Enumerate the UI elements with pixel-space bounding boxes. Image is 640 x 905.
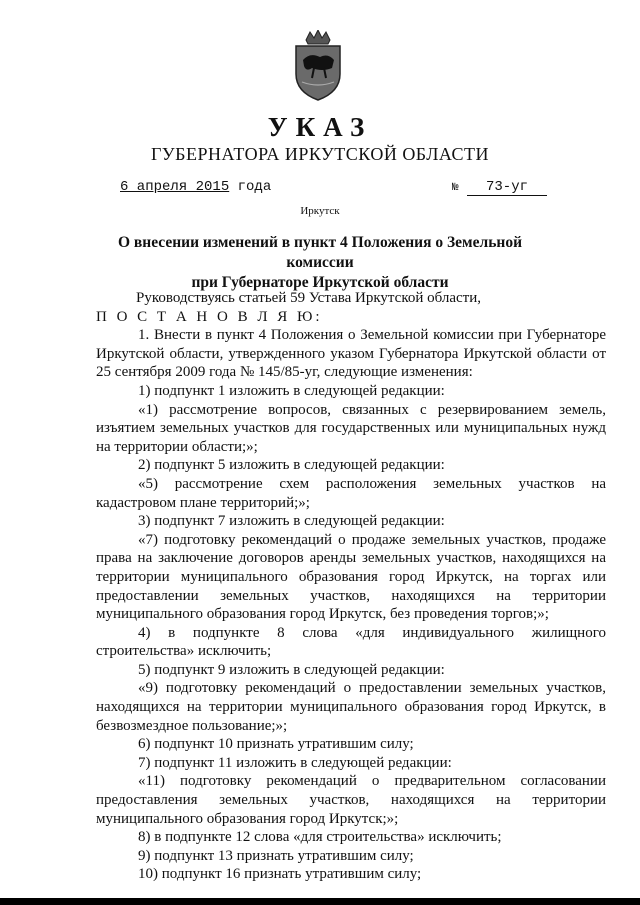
paragraph: 10) подпункт 16 признать утратившим силу; [138,866,422,883]
scan-edge [0,898,640,905]
paragraph: 2) подпункт 5 изложить в следующей редакции: [138,457,445,474]
issue-city: Иркутск [300,205,340,217]
paragraph: 9) подпункт 13 признать утратившим силу; [138,847,414,864]
paragraph: 3) подпункт 7 изложить в следующей редакции: [138,513,445,530]
subject-line-1: О внесении изменений в пункт 4 Положения о Земельной комиссии [118,234,522,271]
paragraph: 4) в подпункте 8 слова «для индивидуального жилищного строительства» исключить; [96,624,606,660]
subject-line-2: при Губернаторе Иркутской области [191,274,449,291]
document-type-title: УКАЗ [267,112,373,142]
number-value: 73-уг [467,179,547,196]
paragraph: 1) подпункт 1 изложить в следующей редакции: [138,382,445,399]
document-body [96,289,606,884]
paragraph: 8) в подпункте 12 слова «для строительства» исключить; [138,829,502,846]
issuer-title: ГУБЕРНАТОРА ИРКУТСКОЙ ОБЛАСТИ [150,144,490,164]
decree-heading: П О С Т А Н О В Л Я Ю: [96,308,323,325]
paragraph: 6) подпункт 10 признать утратившим силу; [138,736,414,753]
paragraph: «1) рассмотрение вопросов, связанных с резервированием земель, изъятием земельных участков для государственных или муниципальных нужд на территории области;»; [96,401,606,455]
paragraph: 7) подпункт 11 изложить в следующей редакции: [138,754,452,771]
paragraph: «5) рассмотрение схем расположения земельных участков на кадастровом плане территорий;»; [96,475,606,511]
document-subject-title [100,233,540,293]
paragraph: «7) подготовку рекомендаций о продаже земельных участков, продаже права на заключение договоров аренды земельных участков, находящихся на территории муниципального образования город Иркутск, на торгах или предоставлении земельных участков, находящихся на территории муниципального образования город Иркутск, без проведения торгов;»; [96,531,606,623]
paragraph: 1. Внести в пункт 4 Положения о Земельной комиссии при Губернаторе Иркутской области, утвержденного указом Губернатора Иркутской области от 25 сентября 2009 года № 145/85-уг, следующие изменения: [96,327,606,381]
intro-paragraph: Руководствуясь статьей 59 Устава Иркутской области, [136,290,482,306]
date-suffix: года [237,179,272,195]
document-number [452,179,547,196]
document-date [120,179,271,195]
paragraph: «9) подготовку рекомендаций о предоставлении земельных участков, находящихся на территории муниципального образования город Иркутск, в безвозмездное пользование;»; [96,680,606,734]
paragraph: «11) подготовку рекомендаций о предварительном согласовании предоставления земельных участков, находящихся на территории муниципального образования город Иркутск;»; [96,773,606,827]
date-value: 6 апреля 2015 [120,179,230,195]
paragraph: 5) подпункт 9 изложить в следующей редакции: [138,661,445,678]
irkutsk-coat-of-arms-icon [288,30,348,102]
number-label: № [452,182,459,194]
